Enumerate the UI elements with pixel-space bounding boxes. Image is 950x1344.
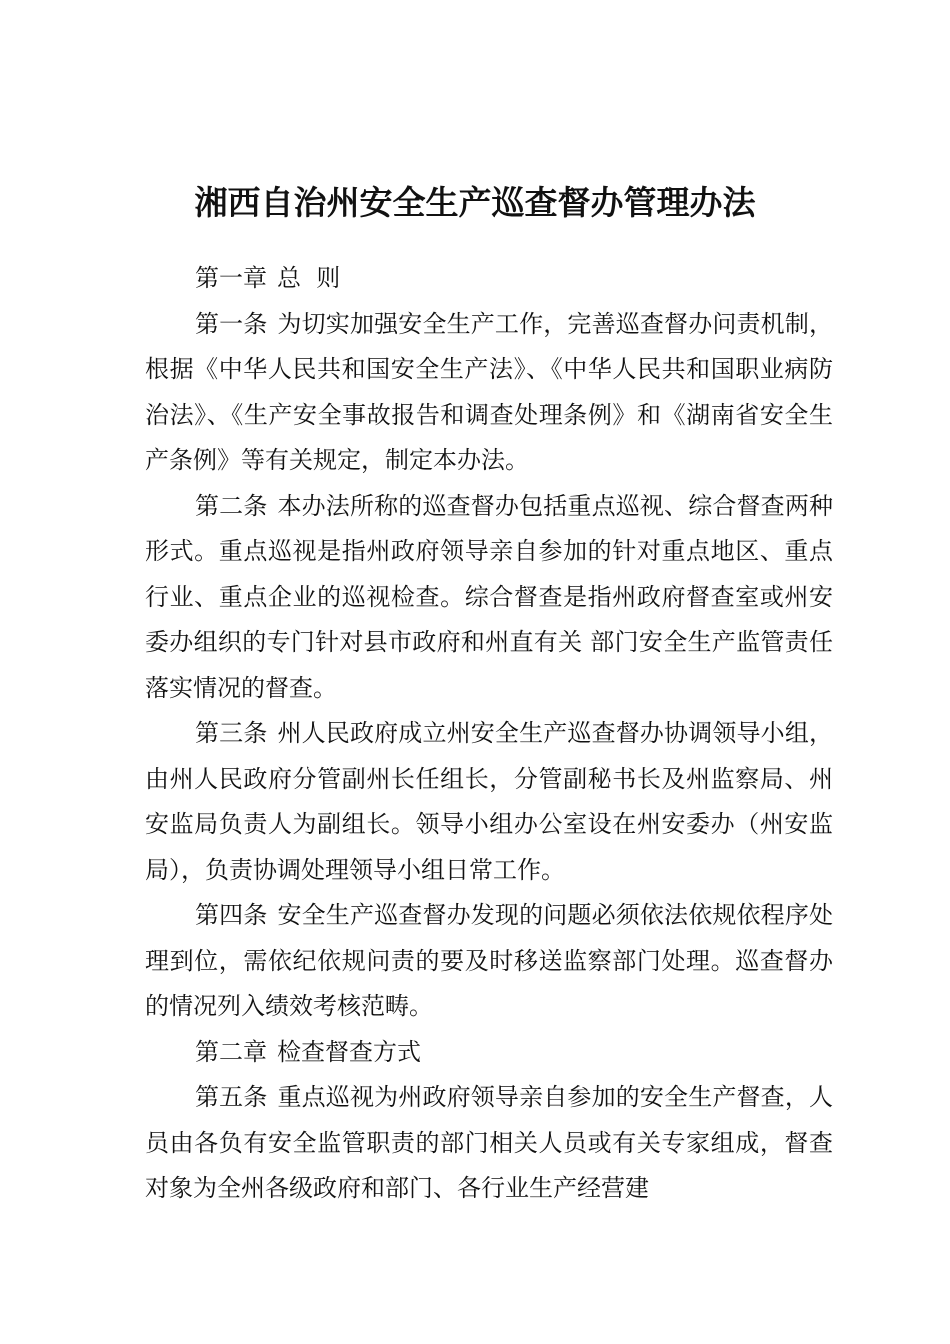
article-5 (145, 1075, 833, 1212)
article-text: 州人民政府成立州安全生产巡查督办协调领导小组，由州人民政府分管副州长任组长，分管副秘书长及州监察局、州安监局负责人为副组长。领导小组办公室设在州安委办（州安监局），负责协调处理领导小组日常工作。 (145, 719, 834, 884)
article-text: 为切实加强安全生产工作，完善巡查督办问责机制，根据《中华人民共和国安全生产法》、《中华人民共和国职业病防治法》、《生产安全事故报告和调查处理条例》和《湖南省安全生产条例》等有关规定，制定本办法。 (145, 309, 834, 474)
chapter-heading-1 (145, 256, 833, 302)
chapter-label: 第二章 (195, 1037, 267, 1066)
article-label: 第一条 (195, 309, 268, 338)
article-label: 第五条 (195, 1083, 268, 1111)
article-text: 安全生产巡查督办发现的问题必须依法依规依程序处理到位，需依纪依规问责的要及时移送监察部门处理。巡查督办的情况列入绩效考核范畴。 (145, 901, 834, 1020)
article-text: 重点巡视为州政府领导亲自参加的安全生产督查，人员由各负有安全监管职责的部门相关人员或有关专家组成，督查对象为全州各级政府和部门、各行业生产经营建 (145, 1083, 834, 1202)
article-text: 本办法所称的巡查督办包括重点巡视、综合督查两种形式。重点巡视是指州政府领导亲自参加的针对重点地区、重点行业、重点企业的巡视检查。综合督查是指州政府督查室或州安委办组织的专门针对县市政府和州直有关 部门安全生产监管责任落实情况的督查。 (145, 491, 834, 702)
document-title: 湘西自治州安全生产巡查督办管理办法 (194, 183, 756, 223)
chapter-heading-2 (145, 1030, 833, 1076)
article-1 (145, 302, 833, 484)
article-4 (145, 893, 833, 1030)
article-2 (145, 484, 833, 712)
chapter-name: 检查督查方式 (277, 1037, 421, 1066)
article-label: 第二条 (195, 491, 268, 520)
document-body (145, 256, 833, 1212)
chapter-name: 总 则 (277, 264, 341, 292)
article-label: 第三条 (195, 719, 268, 747)
article-label: 第四条 (195, 901, 268, 929)
article-3 (145, 711, 833, 893)
chapter-label: 第一章 (195, 264, 267, 292)
